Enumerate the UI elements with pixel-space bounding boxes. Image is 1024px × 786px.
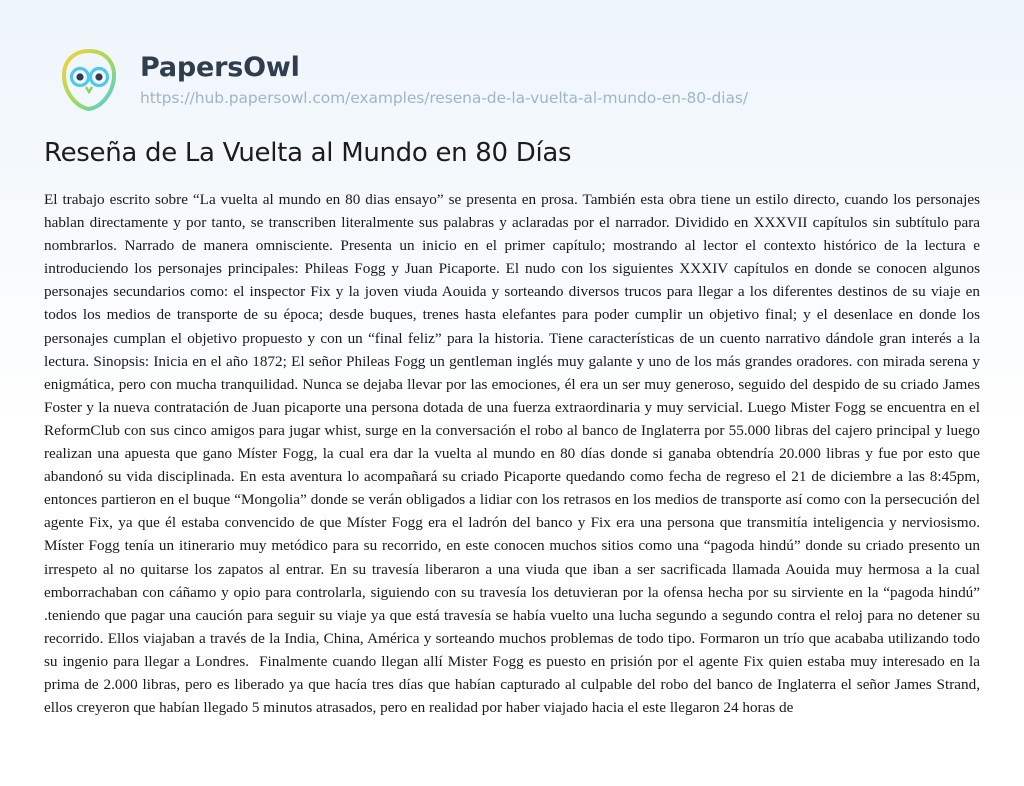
brand-name: PapersOwl <box>140 52 300 84</box>
source-url[interactable]: https://hub.papersowl.com/examples/resena-de-la-vuelta-al-mundo-en-80-dias/ <box>140 88 748 107</box>
article-body: El trabajo escrito sobre “La vuelta al mundo en 80 dias ensayo” se presenta en prosa. También esta obra tiene un estilo directo, cuando los personajes hablan directamente y por tanto, se transcriben literalmente sus palabras y aclaradas por el narrador. Dividido en XXXVII capítulos sin subtítulo para nombrarlos. Narrado de manera omnisciente. Presenta un inicio en el primer capítulo; mostrando al lector el contexto histórico de la lectura e introduciendo los personajes principales: Phileas Fogg y Juan Picaporte. El nudo con los siguientes XXXIV capítulos en donde se conocen algunos personajes secundarios como: el inspector Fix y la joven viuda Aouida y sorteando diversos trucos para llegar a los diferentes destinos de su viaje en todos los medios de transporte de su época; desde buques, trenes hasta elefantes para poder cumplir un objetivo final; y el desenlace en donde los personajes cumplan el objetivo propuesto y con un “final feliz” para la historia. Tiene características de un cuento narrativo dándole gran interés a la lectura. Sinopsis: Inicia en el año 1872; El señor Phileas Fogg un gentleman inglés muy galante y uno de los más grandes oradores. con mirada serena y enigmática, pero con mucha tranquilidad. Nunca se dejaba llevar por las emociones, él era un ser muy generoso, seguido del despido de su criado James Foster y la nueva contratación de Juan picaporte una persona dotada de una fuerza extraordinaria y muy servicial. Luego Mister Fogg se encuentra en el ReformClub con sus cinco amigos para jugar whist, surge en la conversación el robo al banco de Inglaterra por 55.000 libras del cajero principal y luego realizan una apuesta que gano Míster Fogg, la cual era dar la vuelta al mundo en 80 días donde si ganaba obtendría 20.000 libras y fue por esto que abandonó su vida disciplinada. En esta aventura lo acompañará su criado Picaporte quedando como fecha de regreso el 21 de diciembre a las 8:45pm, entonces partieron en el buque “Mongolia” donde se verán obligados a lidiar con los retrasos en los medios de transporte así como con la persecución del agente Fix, ya que él estaba convencido de que Míster Fogg era el ladrón del banco y Fix era una persona que transmitía inteligencia y nerviosismo. Míster Fogg tenía un itinerario muy metódico para su recorrido, en este conocen muchos sitios como una “pagoda hindú” donde su criado presento un irrespeto al no quitarse los zapatos al entrar. En su travesía liberaron a una viuda que iban a ser sacrificada llamada Aouida muy hermosa a la cual emborrachaban con cáñamo y opio para controlarla, siguiendo con su travesía los detuvieran por la ofensa hecha por su sirviente en la “pagoda hindú” .teniendo que pagar una caución para seguir su viaje ya que está travesía se había vuelto una lucha segundo a segundo contra el reloj para no detener su recorrido. Ellos viajaban a través de la India, China, América y sorteando muchos problemas de todo tipo. Formaron un trío que acababa utilizando todo su ingenio para llegar a Londres. Finalmente cuando llegan allí Mister Fogg es puesto en prisión por el agente Fix quien estaba muy interesado en la prima de 2.000 libras, pero es liberado ya que hacía tres días que habían capturado al culpable del robo del banco de Inglaterra el señor James Strand, ellos creyeron que habían llegado 5 minutos atrasados, pero en realidad por haber viajado hacia el este llegaron 24 horas de <box>44 191 984 717</box>
site-header <box>0 0 1024 108</box>
page-title: Reseña de La Vuelta al Mundo en 80 Días <box>44 138 572 168</box>
brand-block <box>140 53 748 107</box>
article <box>0 108 1024 719</box>
owl-logo-icon <box>56 47 122 113</box>
